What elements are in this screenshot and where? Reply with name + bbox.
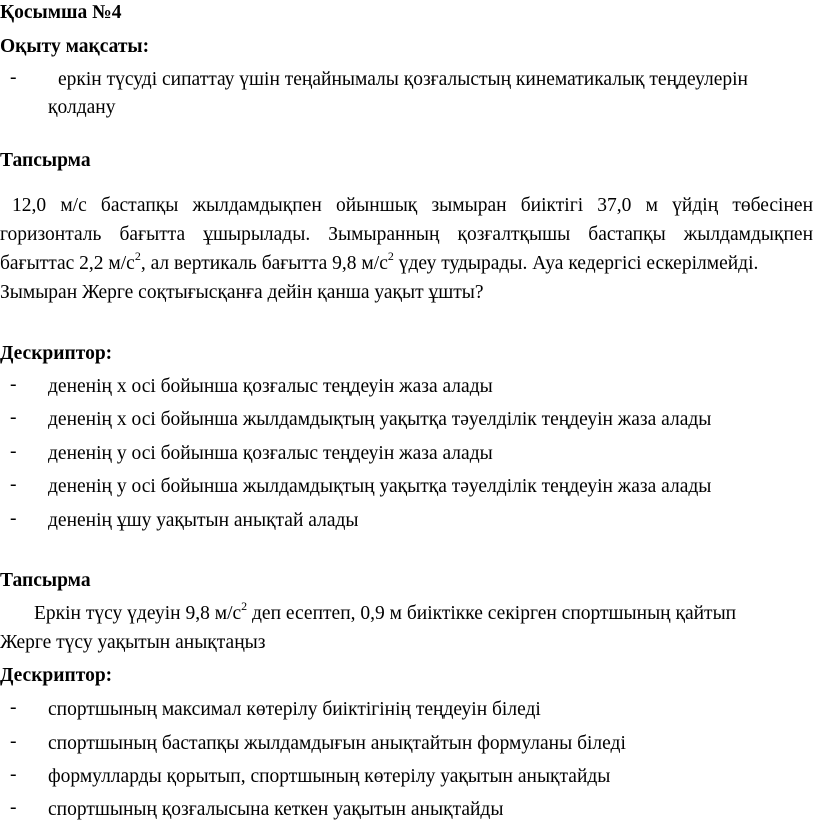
- superscript-2: 2: [241, 598, 248, 613]
- bullet-dash: -: [10, 67, 17, 88]
- bullet-dash: -: [10, 697, 17, 718]
- task1-line-3-part-b: , ал вертикаль бағытта 9,8 м/с: [140, 253, 388, 274]
- list-item-text: спортшының қозғалысына кеткен уақытын анықтайды: [48, 799, 504, 820]
- list-item-text: спортшының максимал көтерілу биіктігінің теңдеуін біледі: [48, 699, 541, 720]
- superscript-2: 2: [134, 248, 141, 263]
- bullet-dash: -: [10, 474, 17, 495]
- task1-heading: Тапсырма: [0, 150, 91, 171]
- bullet-dash: -: [10, 764, 17, 785]
- list-item-text: дененің у осі бойынша жылдамдықтың уақытқа тәуелділік теңдеуін жаза алады: [48, 476, 712, 497]
- task1-line-4: Зымыран Жерге соқтығысқанға дейін қанша уақыт ұшты?: [0, 282, 484, 303]
- task2-line-1-part-a: Еркін түсу үдеуін 9,8 м/с: [34, 603, 242, 624]
- superscript-2: 2: [387, 248, 394, 263]
- bullet-dash: -: [10, 407, 17, 428]
- bullet-dash: -: [10, 441, 17, 462]
- objective-line-1: еркін түсуді сипаттау үшін теңайнымалы қозғалыстың кинематикалық теңдеулерін: [58, 69, 748, 90]
- descriptor2-heading: Дескриптор:: [0, 665, 113, 686]
- objective-heading: Оқыту мақсаты:: [0, 36, 150, 57]
- appendix-title: Қосымша №4: [0, 2, 122, 23]
- task2-line-1-part-b: деп есептеп, 0,9 м биіктікке секірген спортшының қайтып: [247, 603, 737, 624]
- list-item-text: формулларды қорытып, спортшының көтерілу уақытын анықтайды: [48, 766, 611, 787]
- task1-line-2: горизонталь бағытта ұшырылады. Зымыранның қозғалтқышы бастапқы жылдамдықпен: [0, 224, 813, 245]
- bullet-dash: -: [10, 731, 17, 752]
- bullet-dash: -: [10, 374, 17, 395]
- list-item-text: дененің ұшу уақытын анықтай алады: [48, 510, 359, 531]
- bullet-dash: -: [10, 508, 17, 529]
- list-item-text: дененің х осі бойынша қозғалыс теңдеуін жаза алады: [48, 376, 493, 397]
- bullet-dash: -: [10, 797, 17, 818]
- task1-line-1: 12,0 м/с бастапқы жылдамдықпен ойыншық зымыран биіктігі 37,0 м үйдің төбесінен: [12, 195, 813, 216]
- list-item-text: дененің х осі бойынша жылдамдықтың уақытқа тәуелділік теңдеуін жаза алады: [48, 409, 712, 430]
- task2-heading: Тапсырма: [0, 570, 91, 591]
- task1-line-3-part-c: үдеу тудырады. Ауа кедергісі ескерілмейді.: [393, 253, 759, 274]
- list-item-text: спортшының бастапқы жылдамдығын анықтайтын формуланы біледі: [48, 733, 626, 754]
- task2-line-1: [34, 598, 737, 625]
- task1-line-3: [0, 248, 759, 275]
- list-item-text: дененің у осі бойынша қозғалыс теңдеуін жаза алады: [48, 443, 493, 464]
- task1-line-3-part-a: бағыттас 2,2 м/с: [0, 253, 135, 274]
- descriptor1-heading: Дескриптор:: [0, 343, 113, 364]
- task2-line-2: Жерге түсу уақытын анықтаңыз: [0, 632, 266, 653]
- objective-line-2: қолдану: [48, 97, 116, 118]
